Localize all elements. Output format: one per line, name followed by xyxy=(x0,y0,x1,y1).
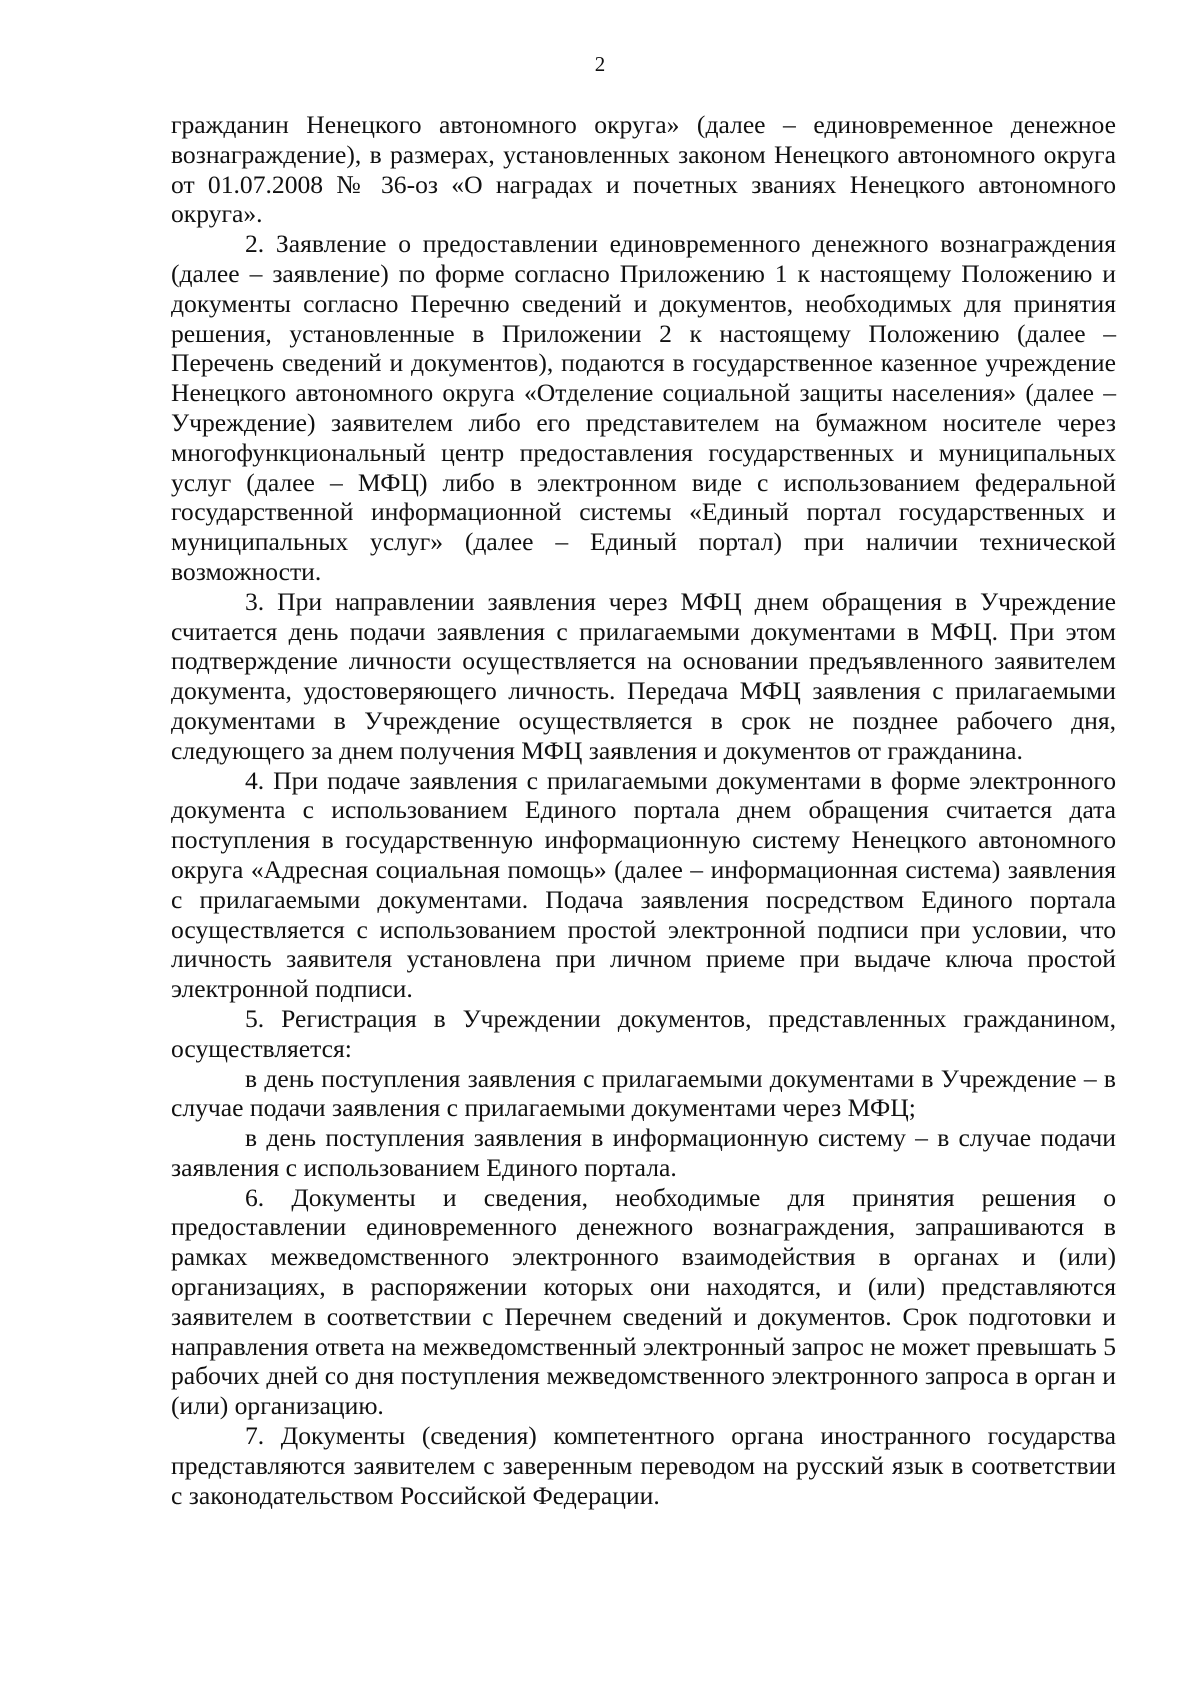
paragraph-5: 5. Регистрация в Учреждении документов, представленных гражданином, осуществляется: xyxy=(171,1003,1116,1063)
paragraph-2: 2. Заявление о предоставлении единовременного денежного вознаграждения (далее – заявление) по форме согласно Приложению 1 к настоящему Положению и документы согласно Перечню сведений и документов, необходимых для принятия решения, установленные в Приложении 2 к настоящему Положению (далее – Перечень сведений и документов), подаются в государственное казенное учреждение Ненецкого автономного округа «Отделение социальной защиты населения» (далее – Учреждение) заявителем либо его представителем на бумажном носителе через многофункциональный центр предоставления государственных и муниципальных услуг (далее – МФЦ) либо в электронном виде с использованием федеральной государственной информационной системы «Единый портал государственных и муниципальных услуг» (далее – Единый портал) при наличии технической возможности. xyxy=(171,229,1116,586)
page-number: 2 xyxy=(594,52,606,76)
paragraph-6: 6. Документы и сведения, необходимые для принятия решения о предоставлении единовременного денежного вознаграждения, запрашиваются в рамках межведомственного электронного взаимодействия в органах и (или) организациях, в распоряжении которых они находятся, и (или) представляются заявителем в соответствии с Перечнем сведений и документов. Срок подготовки и направления ответа на межведомственный электронный запрос не может превышать 5 рабочих дней со дня поступления межведомственного электронного запроса в орган и (или) организацию. xyxy=(171,1182,1116,1421)
paragraph-1-continuation: гражданин Ненецкого автономного округа» (далее – единовременное денежное вознаграждение), в размерах, установленных законом Ненецкого автономного округа от 01.07.2008 № 36-оз «О наградах и почетных званиях Ненецкого автономного округа». xyxy=(171,110,1116,229)
paragraph-7: 7. Документы (сведения) компетентного органа иностранного государства представляются заявителем с заверенным переводом на русский язык в соответствии с законодательством Российской Федерации. xyxy=(171,1421,1116,1510)
paragraph-4: 4. При подаче заявления с прилагаемыми документами в форме электронного документа с использованием Единого портала днем обращения считается дата поступления в государственную информационную систему Ненецкого автономного округа «Адресная социальная помощь» (далее – информационная система) заявления с прилагаемыми документами. Подача заявления посредством Единого портала осуществляется с использованием простой электронной подписи при условии, что личность заявителя установлена при личном приеме при выдаче ключа простой электронной подписи. xyxy=(171,765,1116,1004)
paragraph-5-item-2: в день поступления заявления в информационную систему – в случае подачи заявления с использованием Единого портала. xyxy=(171,1123,1116,1182)
paragraph-3: 3. При направлении заявления через МФЦ днем обращения в Учреждение считается день подачи заявления с прилагаемыми документами в МФЦ. При этом подтверждение личности осуществляется на основании предъявленного заявителем документа, удостоверяющего личность. Передача МФЦ заявления с прилагаемыми документами в Учреждение осуществляется в срок не позднее рабочего дня, следующего за днем получения МФЦ заявления и документов от гражданина. xyxy=(171,586,1116,765)
document-body xyxy=(171,110,1116,1510)
paragraph-5-item-1: в день поступления заявления с прилагаемыми документами в Учреждение – в случае подачи заявления с прилагаемыми документами через МФЦ; xyxy=(171,1063,1116,1123)
